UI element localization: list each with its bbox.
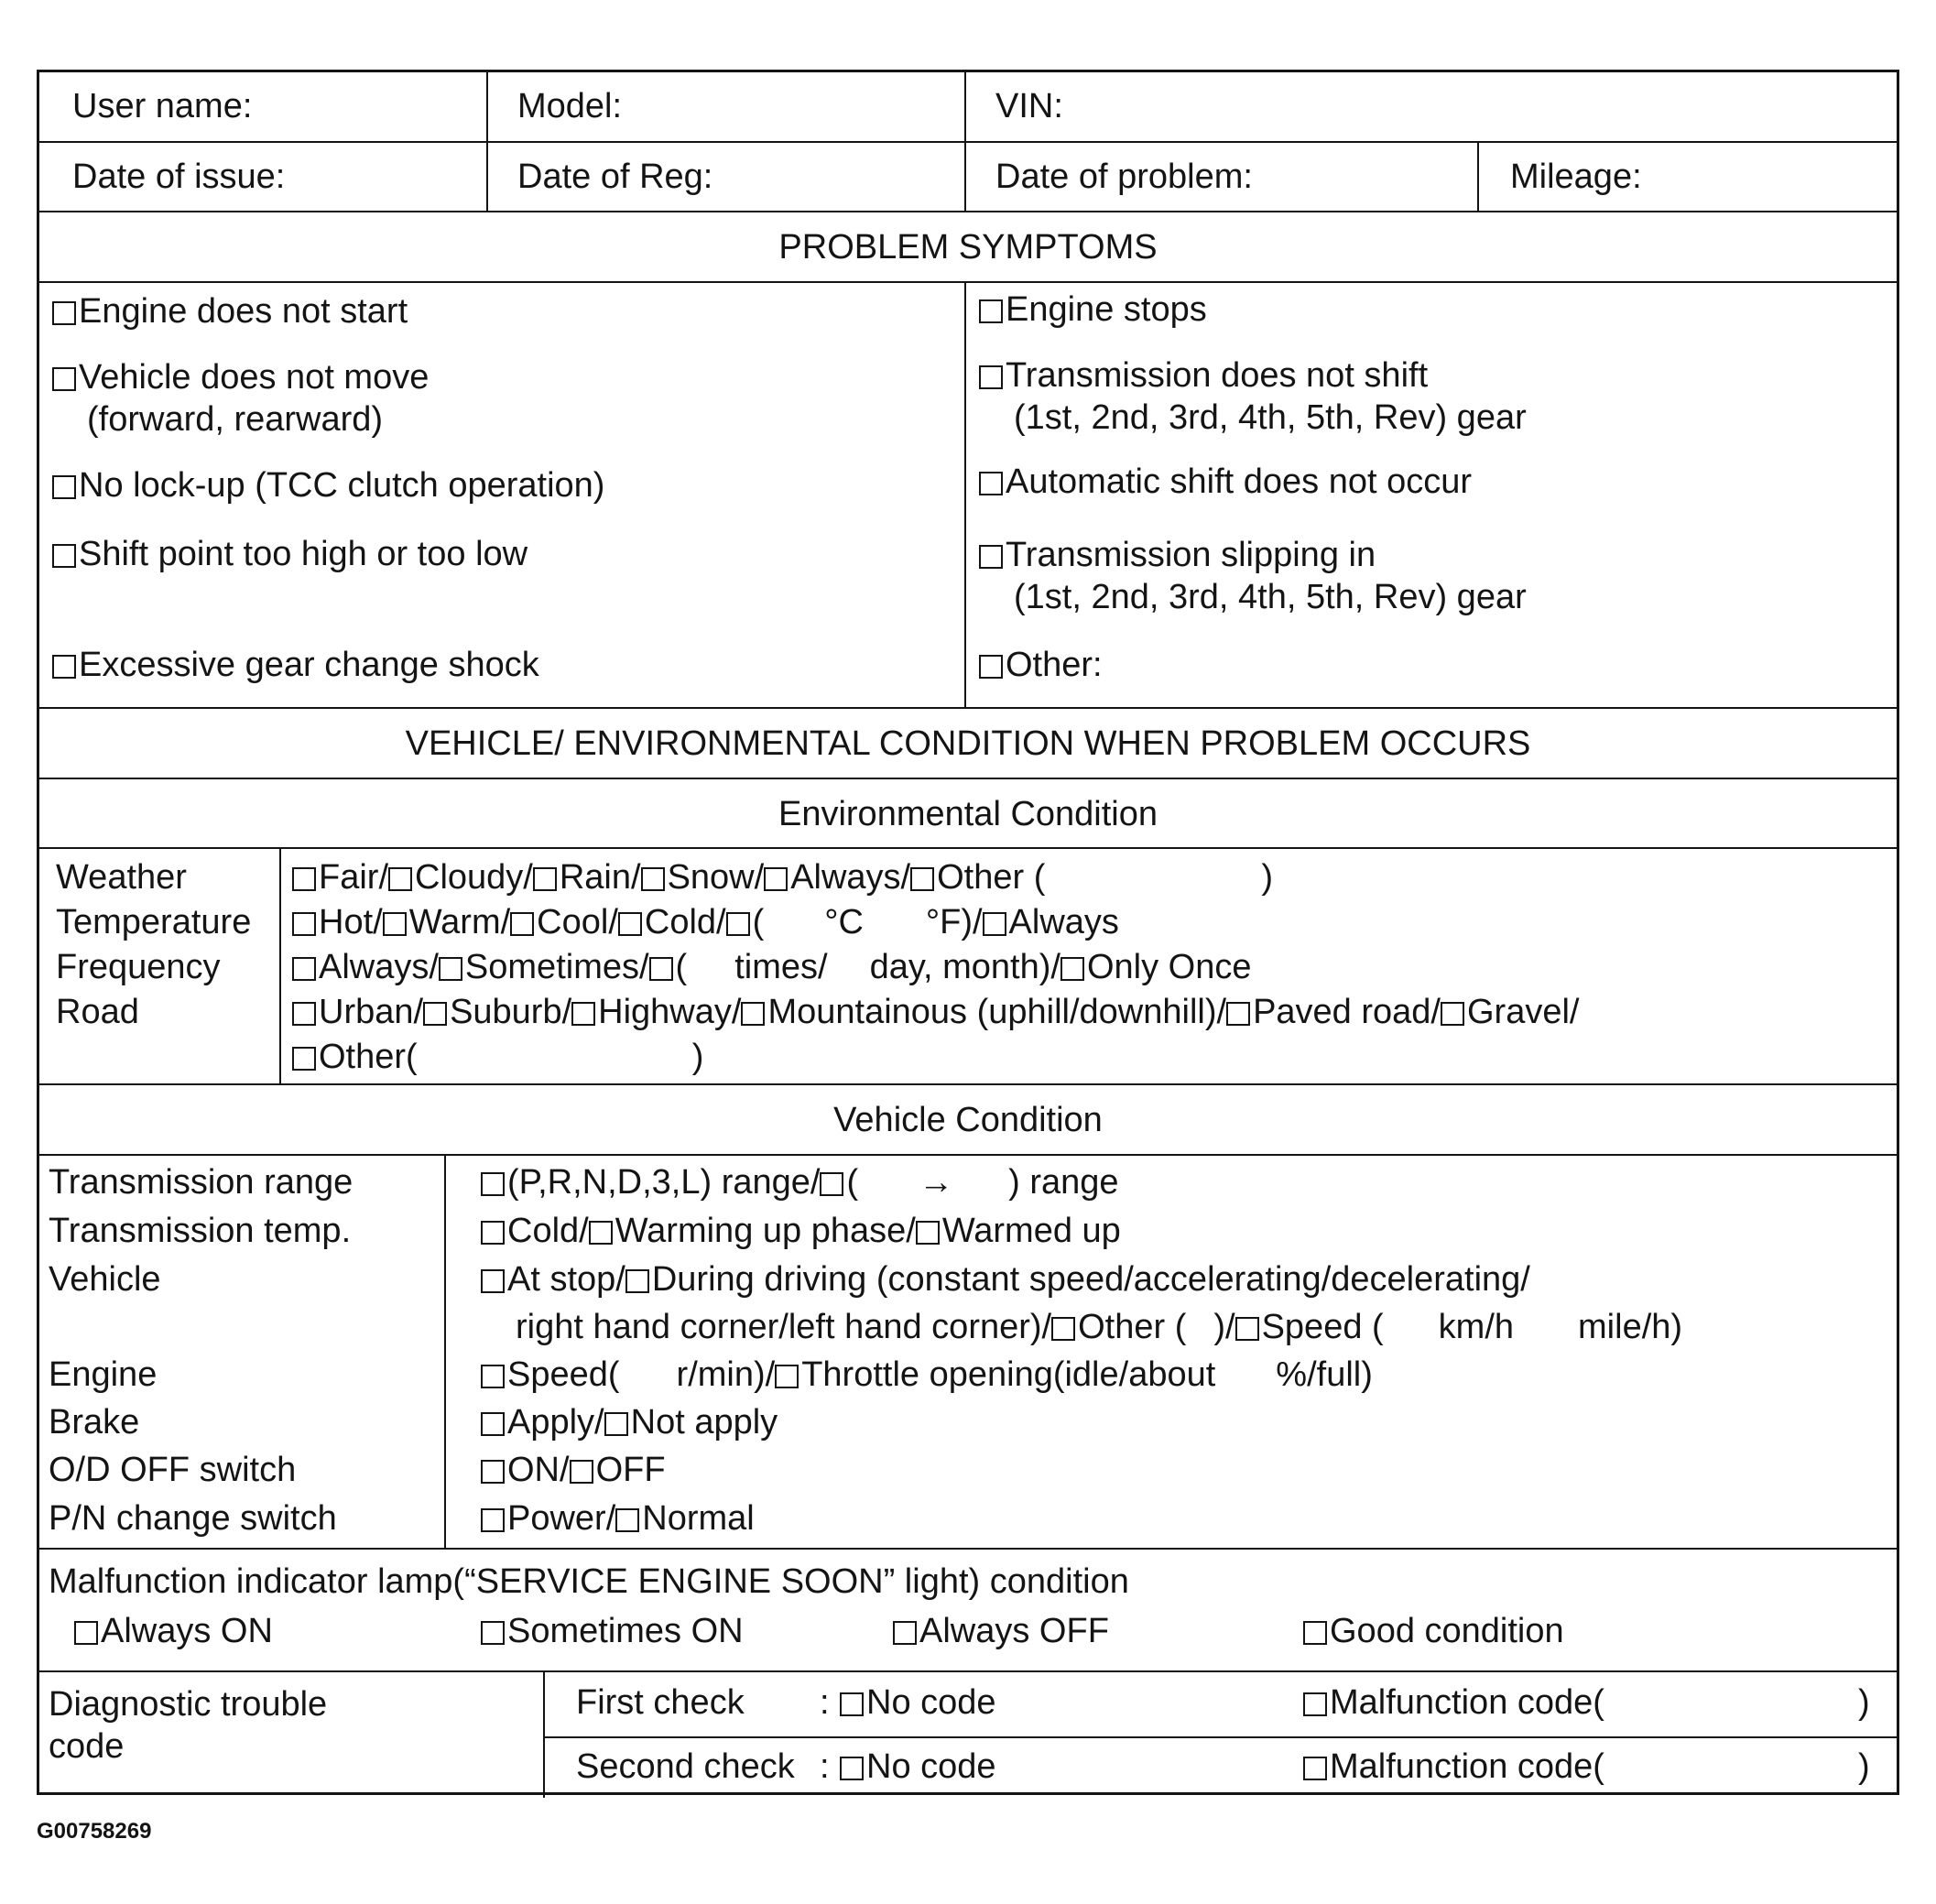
checkbox[interactable]: [1441, 1002, 1464, 1026]
checkbox[interactable]: [481, 1412, 505, 1436]
checkbox[interactable]: [741, 1002, 765, 1026]
checkbox[interactable]: [1235, 1317, 1259, 1341]
header-row-1: [39, 72, 1897, 143]
checkbox[interactable]: [292, 912, 316, 936]
dtc-row: [39, 1672, 1897, 1798]
option-snow: Snow/: [667, 858, 765, 897]
option-always: Always/: [790, 858, 911, 897]
env-options: [279, 849, 1897, 1083]
range-options: [481, 1163, 1119, 1202]
checkbox[interactable]: [615, 1508, 639, 1532]
option-not-apply: Not apply: [630, 1403, 778, 1442]
dtc-checks: [543, 1672, 1897, 1798]
checkbox[interactable]: [481, 1508, 505, 1532]
date-of-issue-cell[interactable]: [39, 143, 486, 211]
option-only-once: Only Once: [1086, 948, 1252, 986]
symptom-engine-no-start[interactable]: [52, 292, 408, 331]
mileage-label: Mileage:: [1510, 158, 1642, 196]
option-normal: Normal: [642, 1499, 755, 1538]
checkbox[interactable]: [74, 1621, 98, 1645]
env-title: Environmental Condition: [778, 795, 1158, 833]
symptoms-body: [39, 283, 1897, 709]
checkbox[interactable]: [533, 867, 557, 891]
option-range-positions: (P,R,N,D,3,L) range/: [507, 1163, 821, 1202]
mil-sometimes-on[interactable]: [481, 1612, 744, 1650]
symptom-slipping[interactable]: [979, 536, 1376, 574]
unit-times: times/: [734, 948, 828, 986]
symptom-no-lockup[interactable]: [52, 466, 604, 505]
checkbox[interactable]: [52, 475, 76, 499]
arrow-right-icon: →: [919, 1163, 954, 1202]
checkbox[interactable]: [292, 867, 316, 891]
dtc-label-line1: Diagnostic trouble: [49, 1685, 328, 1724]
unit-fahrenheit: °F)/: [925, 903, 983, 941]
checkbox[interactable]: [52, 544, 76, 568]
dtc-label-cell: [39, 1672, 543, 1798]
checkbox[interactable]: [764, 867, 788, 891]
checkbox[interactable]: [423, 1002, 447, 1026]
checkbox[interactable]: [1060, 957, 1084, 981]
symptom-no-shift[interactable]: [979, 356, 1428, 395]
option-label: Malfunction code(: [1330, 1683, 1604, 1722]
checkbox[interactable]: [481, 1621, 505, 1645]
option-label: Always OFF: [919, 1612, 1109, 1650]
symptom-no-shift-detail: (1st, 2nd, 3rd, 4th, 5th, Rev) gear: [1014, 398, 1527, 437]
option-cloudy: Cloudy/: [415, 858, 533, 897]
option-hot: Hot/: [319, 903, 383, 941]
temperature-options: [292, 903, 1119, 941]
checkbox[interactable]: [840, 1692, 864, 1716]
symptoms-right: [964, 283, 1897, 707]
option-always: Always: [1008, 903, 1119, 941]
option-mountainous: Mountainous (uphill/downhill)/: [767, 993, 1227, 1031]
symptom-label: Engine stops: [1006, 290, 1207, 329]
symptom-label: Excessive gear change shock: [79, 646, 539, 684]
temperature-label: Temperature: [56, 903, 252, 941]
mileage-cell[interactable]: [1477, 143, 1897, 211]
option-rain: Rain/: [559, 858, 641, 897]
checkbox[interactable]: [979, 299, 1003, 323]
date-of-reg-label: Date of Reg:: [517, 158, 713, 196]
checkbox[interactable]: [510, 912, 534, 936]
engine-options: [481, 1355, 1373, 1394]
transmission-range-label: Transmission range: [49, 1163, 353, 1202]
user-name-label: User name:: [72, 87, 253, 125]
option-speed: Speed (: [1261, 1308, 1384, 1346]
option-power: Power/: [507, 1499, 616, 1538]
option-suburb: Suburb/: [450, 993, 572, 1031]
option-cool: Cool/: [537, 903, 618, 941]
mil-title: Malfunction indicator lamp(“SERVICE ENGINE SOON” light) condition: [49, 1562, 1129, 1601]
brake-label: Brake: [49, 1403, 140, 1442]
vin-cell[interactable]: [964, 72, 1897, 141]
checkbox[interactable]: [1226, 1002, 1250, 1026]
checkbox[interactable]: [979, 545, 1003, 569]
option-during-driving: During driving (constant speed/accelerating/decelerating/: [651, 1260, 1530, 1299]
temp-options: [481, 1212, 1121, 1250]
checkbox[interactable]: [618, 912, 642, 936]
checkbox[interactable]: [570, 1460, 593, 1484]
engine-label: Engine: [49, 1355, 158, 1394]
option-highway: Highway/: [598, 993, 742, 1031]
transmission-temp-label: Transmission temp.: [49, 1212, 352, 1250]
option-apply: Apply/: [507, 1403, 604, 1442]
second-check-colon: :: [820, 1747, 830, 1786]
driving-corner-text: right hand corner/left hand corner)/: [516, 1308, 1052, 1346]
env-body: [39, 849, 1897, 1085]
paren-open: (: [846, 1163, 859, 1202]
symptom-other[interactable]: [979, 646, 1103, 684]
vehicle-body: [39, 1156, 1897, 1550]
symptom-shift-point[interactable]: [52, 535, 528, 573]
option-label: Malfunction code(: [1330, 1747, 1604, 1786]
first-check-row: [545, 1672, 1897, 1738]
checkbox[interactable]: [388, 867, 412, 891]
paren-close: )/: [1213, 1308, 1235, 1346]
option-warmed-up: Warmed up: [941, 1212, 1121, 1250]
checkbox[interactable]: [292, 1047, 316, 1071]
first-check-colon: :: [820, 1683, 830, 1722]
checkbox[interactable]: [571, 1002, 595, 1026]
checkbox[interactable]: [439, 957, 462, 981]
symptom-vehicle-no-move[interactable]: [52, 358, 429, 397]
option-warming-up: Warming up phase/: [615, 1212, 916, 1250]
checkbox[interactable]: [589, 1221, 613, 1245]
vehicle-options-line1: [481, 1260, 1530, 1299]
brake-options: [481, 1403, 778, 1442]
road-options: [292, 993, 1579, 1031]
checkbox[interactable]: [383, 912, 407, 936]
option-label: Sometimes ON: [507, 1612, 744, 1650]
road-label: Road: [56, 993, 139, 1031]
user-name-cell[interactable]: [39, 72, 486, 141]
second-check-label: Second check: [576, 1747, 795, 1786]
symptom-vehicle-no-move-detail: (forward, rearward): [87, 400, 384, 439]
checkbox[interactable]: [481, 1221, 505, 1245]
paren-close: ): [691, 1038, 704, 1076]
option-cold: Cold/: [644, 903, 726, 941]
od-options: [481, 1451, 666, 1489]
weather-options: [292, 858, 1273, 897]
pn-options: [481, 1499, 755, 1538]
mil-always-off[interactable]: [893, 1612, 1109, 1650]
symptom-gear-shock[interactable]: [52, 646, 539, 684]
symptom-label: Transmission does not shift: [1006, 356, 1429, 395]
env-labels: [39, 849, 279, 1083]
checkbox[interactable]: [604, 1412, 628, 1436]
checkbox[interactable]: [52, 655, 76, 679]
symptom-label: Transmission slipping in: [1006, 536, 1376, 574]
checkbox[interactable]: [775, 1365, 799, 1388]
checkbox[interactable]: [979, 472, 1003, 495]
checkbox[interactable]: [979, 365, 1003, 389]
checkbox[interactable]: [840, 1757, 864, 1780]
symptoms-left: [39, 283, 964, 707]
checkbox[interactable]: [625, 1269, 649, 1293]
conditions-title-row: [39, 709, 1897, 779]
model-cell[interactable]: [486, 72, 964, 141]
option-urban: Urban/: [319, 993, 424, 1031]
second-check-malfunction-code[interactable]: [1303, 1747, 1604, 1786]
checkbox[interactable]: [1303, 1692, 1327, 1716]
checkbox[interactable]: [1051, 1317, 1075, 1341]
conditions-title: VEHICLE/ ENVIRONMENTAL CONDITION WHEN PROBLEM OCCURS: [405, 724, 1531, 763]
second-check-row: [545, 1738, 1897, 1798]
symptom-label: Shift point too high or too low: [79, 535, 528, 573]
env-title-row: [39, 779, 1897, 849]
vehicle-options-line2: [516, 1308, 1682, 1346]
vehicle-title-row: [39, 1085, 1897, 1156]
paren-open: (: [675, 948, 688, 986]
checkbox[interactable]: [916, 1221, 940, 1245]
range-suffix: ) range: [1008, 1163, 1119, 1202]
checkbox[interactable]: [820, 1172, 843, 1196]
option-throttle-opening: Throttle opening(idle/about: [801, 1355, 1216, 1394]
option-gravel: Gravel/: [1466, 993, 1580, 1031]
symptom-label: No lock-up (TCC clutch operation): [79, 466, 605, 505]
paren-close: ): [1261, 858, 1274, 897]
option-off: OFF: [595, 1451, 666, 1489]
header-row-2: [39, 143, 1897, 212]
road-other: [292, 1038, 703, 1076]
unit-kmh: km/h: [1438, 1308, 1515, 1346]
checkbox[interactable]: [641, 867, 665, 891]
checkbox[interactable]: [910, 867, 934, 891]
frequency-options: [292, 948, 1251, 986]
paren-open: (: [752, 903, 765, 941]
checkbox[interactable]: [52, 301, 76, 325]
symptom-auto-shift[interactable]: [979, 462, 1472, 501]
checkbox[interactable]: [726, 912, 750, 936]
mil-row: [39, 1550, 1897, 1672]
option-at-stop: At stop/: [507, 1260, 625, 1299]
symptom-label: Engine does not start: [79, 292, 408, 331]
option-label: No code: [866, 1747, 996, 1786]
mil-good-condition[interactable]: [1303, 1612, 1564, 1650]
symptoms-title: PROBLEM SYMPTOMS: [778, 228, 1158, 267]
checkbox[interactable]: [292, 1002, 316, 1026]
symptom-label: Other:: [1006, 646, 1103, 684]
od-off-switch-label: O/D OFF switch: [49, 1451, 297, 1489]
checkbox[interactable]: [52, 367, 76, 391]
checkbox[interactable]: [481, 1172, 505, 1196]
first-check-no-code[interactable]: [840, 1683, 996, 1722]
option-on: ON/: [507, 1451, 570, 1489]
checkbox[interactable]: [649, 957, 673, 981]
unit-day-month: day, month)/: [869, 948, 1060, 986]
option-fair: Fair/: [319, 858, 388, 897]
date-of-problem-label: Date of problem:: [995, 158, 1253, 196]
date-of-issue-label: Date of issue:: [72, 158, 286, 196]
vehicle-label: Vehicle: [49, 1260, 161, 1299]
first-check-paren-close: ): [1858, 1683, 1870, 1722]
option-other: Other(: [319, 1038, 418, 1076]
first-check-label: First check: [576, 1683, 745, 1722]
option-sometimes: Sometimes/: [464, 948, 649, 986]
date-of-reg-cell[interactable]: [486, 143, 964, 211]
checkbox[interactable]: [481, 1269, 505, 1293]
option-other: Other (: [937, 858, 1046, 897]
symptom-slipping-detail: (1st, 2nd, 3rd, 4th, 5th, Rev) gear: [1014, 578, 1527, 616]
diagnosis-form: [37, 70, 1899, 1795]
checkbox[interactable]: [481, 1365, 505, 1388]
checkbox[interactable]: [893, 1621, 917, 1645]
unit-rmin: r/min)/: [676, 1355, 776, 1394]
first-check-malfunction-code[interactable]: [1303, 1683, 1604, 1722]
date-of-problem-cell[interactable]: [964, 143, 1477, 211]
option-warm: Warm/: [408, 903, 511, 941]
vehicle-labels: [39, 1156, 444, 1548]
unit-percent-full: %/full): [1276, 1355, 1373, 1394]
pn-change-switch-label: P/N change switch: [49, 1499, 337, 1538]
mil-always-on[interactable]: [74, 1612, 273, 1650]
option-paved-road: Paved road/: [1253, 993, 1441, 1031]
option-always: Always/: [319, 948, 439, 986]
second-check-paren-close: ): [1858, 1747, 1870, 1786]
checkbox[interactable]: [292, 957, 316, 981]
checkbox[interactable]: [481, 1460, 505, 1484]
option-label: No code: [866, 1683, 996, 1722]
vehicle-title: Vehicle Condition: [833, 1101, 1103, 1139]
checkbox[interactable]: [983, 912, 1006, 936]
vehicle-options: [444, 1156, 1897, 1548]
option-cold: Cold/: [507, 1212, 589, 1250]
symptoms-title-row: [39, 212, 1897, 283]
option-label: Always ON: [101, 1612, 273, 1650]
document-id: G00758269: [37, 1819, 152, 1844]
option-engine-speed: Speed(: [507, 1355, 620, 1394]
symptom-engine-stops[interactable]: [979, 290, 1207, 329]
vin-label: VIN:: [995, 87, 1063, 125]
option-other: Other (: [1078, 1308, 1187, 1346]
checkbox[interactable]: [1303, 1757, 1327, 1780]
symptom-label: Automatic shift does not occur: [1006, 462, 1473, 501]
checkbox[interactable]: [1303, 1621, 1327, 1645]
unit-mph: mile/h): [1578, 1308, 1683, 1346]
symptom-label: Vehicle does not move: [79, 358, 430, 397]
option-label: Good condition: [1330, 1612, 1564, 1650]
weather-label: Weather: [56, 858, 187, 897]
second-check-no-code[interactable]: [840, 1747, 996, 1786]
model-label: Model:: [517, 87, 623, 125]
unit-celsius: °C: [824, 903, 864, 941]
frequency-label: Frequency: [56, 948, 221, 986]
checkbox[interactable]: [979, 655, 1003, 679]
dtc-label-line2: code: [49, 1727, 125, 1766]
